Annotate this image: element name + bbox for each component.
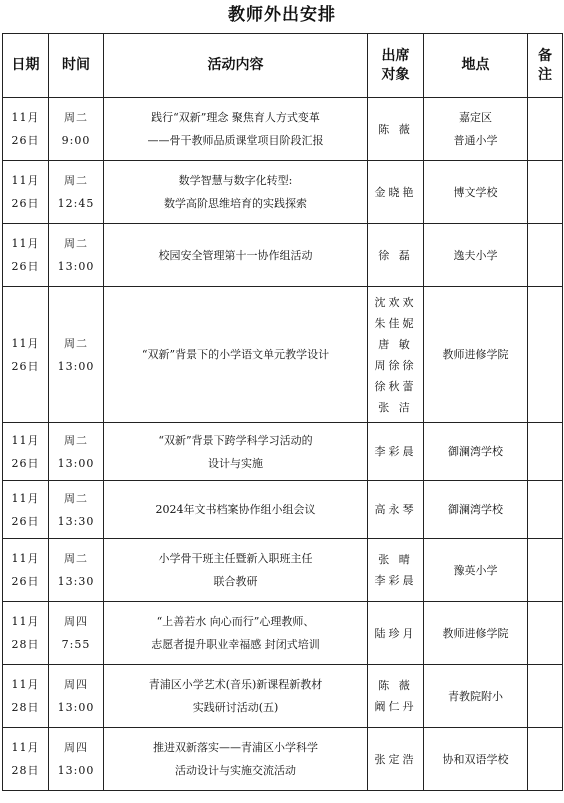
- cell-attendees: 陈 薇: [368, 98, 424, 161]
- cell-location: 教师进修学院: [424, 602, 528, 665]
- cell-location: 豫英小学: [424, 539, 528, 602]
- header-date: 日期: [3, 34, 49, 98]
- cell-attendees: 陆珍月: [368, 602, 424, 665]
- cell-activity: 数学智慧与数字化转型: 数学高阶思维培育的实践探索: [104, 161, 368, 224]
- cell-time: 周四 7:55: [49, 602, 104, 665]
- cell-time: 周二 12:45: [49, 161, 104, 224]
- cell-activity: “上善若水 向心而行”心理教师、 志愿者提升职业幸福感 封闭式培训: [104, 602, 368, 665]
- cell-note: [528, 481, 563, 539]
- cell-location: 教师进修学院: [424, 287, 528, 423]
- table-row: [3, 423, 563, 481]
- cell-activity: 校园安全管理第十一协作组活动: [104, 224, 368, 287]
- table-row: [3, 161, 563, 224]
- cell-activity: 小学骨干班主任暨新入职班主任 联合教研: [104, 539, 368, 602]
- table-row: [3, 728, 563, 791]
- cell-date: 11月 26日: [3, 481, 49, 539]
- cell-time: 周二 13:00: [49, 287, 104, 423]
- header-row: [3, 34, 563, 98]
- table-row: [3, 224, 563, 287]
- cell-attendees: 沈欢欢 朱佳妮 唐 敏 周徐徐 徐秋蕾 张 洁: [368, 287, 424, 423]
- cell-attendees: 金晓艳: [368, 161, 424, 224]
- cell-note: [528, 161, 563, 224]
- cell-date: 11月 28日: [3, 665, 49, 728]
- cell-date: 11月 28日: [3, 728, 49, 791]
- cell-time: 周四 13:00: [49, 728, 104, 791]
- cell-note: [528, 665, 563, 728]
- cell-location: 协和双语学校: [424, 728, 528, 791]
- cell-date: 11月 26日: [3, 161, 49, 224]
- cell-note: [528, 224, 563, 287]
- cell-time: 周二 13:00: [49, 423, 104, 481]
- cell-date: 11月 26日: [3, 98, 49, 161]
- cell-attendees: 李彩晨: [368, 423, 424, 481]
- cell-note: [528, 728, 563, 791]
- cell-note: [528, 602, 563, 665]
- header-time: 时间: [49, 34, 104, 98]
- cell-date: 11月 26日: [3, 423, 49, 481]
- table-row: [3, 602, 563, 665]
- cell-time: 周二 13:30: [49, 481, 104, 539]
- cell-time: 周四 13:00: [49, 665, 104, 728]
- cell-note: [528, 287, 563, 423]
- cell-location: 御澜湾学校: [424, 423, 528, 481]
- cell-activity: “双新”背景下跨学科学习活动的 设计与实施: [104, 423, 368, 481]
- cell-attendees: 张 晴 李彩晨: [368, 539, 424, 602]
- table-row: [3, 287, 563, 423]
- cell-date: 11月 28日: [3, 602, 49, 665]
- table-row: [3, 481, 563, 539]
- cell-location: 逸夫小学: [424, 224, 528, 287]
- cell-note: [528, 423, 563, 481]
- cell-attendees: 陈 薇 阚仁丹: [368, 665, 424, 728]
- cell-date: 11月 26日: [3, 287, 49, 423]
- header-attendees: 出席 对象: [368, 34, 424, 98]
- header-activity: 活动内容: [104, 34, 368, 98]
- table-row: [3, 665, 563, 728]
- cell-location: 嘉定区 普通小学: [424, 98, 528, 161]
- cell-attendees: 徐 磊: [368, 224, 424, 287]
- cell-time: 周二 13:30: [49, 539, 104, 602]
- cell-attendees: 张定浩: [368, 728, 424, 791]
- cell-location: 博文学校: [424, 161, 528, 224]
- cell-time: 周二 13:00: [49, 224, 104, 287]
- cell-activity: 推进双新落实——青浦区小学科学 活动设计与实施交流活动: [104, 728, 368, 791]
- header-location: 地点: [424, 34, 528, 98]
- schedule-table: [2, 33, 563, 791]
- cell-date: 11月 26日: [3, 539, 49, 602]
- cell-time: 周二 9:00: [49, 98, 104, 161]
- cell-date: 11月 26日: [3, 224, 49, 287]
- page-title: 教师外出安排: [228, 5, 336, 25]
- cell-note: [528, 539, 563, 602]
- cell-activity: 践行“双新”理念 聚焦育人方式变革 ——骨干教师品质课堂项目阶段汇报: [104, 98, 368, 161]
- cell-activity: 2024年文书档案协作组小组会议: [104, 481, 368, 539]
- cell-location: 青教院附小: [424, 665, 528, 728]
- cell-note: [528, 98, 563, 161]
- table-row: [3, 539, 563, 602]
- cell-location: 御澜湾学校: [424, 481, 528, 539]
- header-note: 备 注: [528, 34, 563, 98]
- table-row: [3, 98, 563, 161]
- cell-activity: 青浦区小学艺术(音乐)新课程新教材 实践研讨活动(五): [104, 665, 368, 728]
- cell-attendees: 高永琴: [368, 481, 424, 539]
- cell-activity: “双新”背景下的小学语文单元教学设计: [104, 287, 368, 423]
